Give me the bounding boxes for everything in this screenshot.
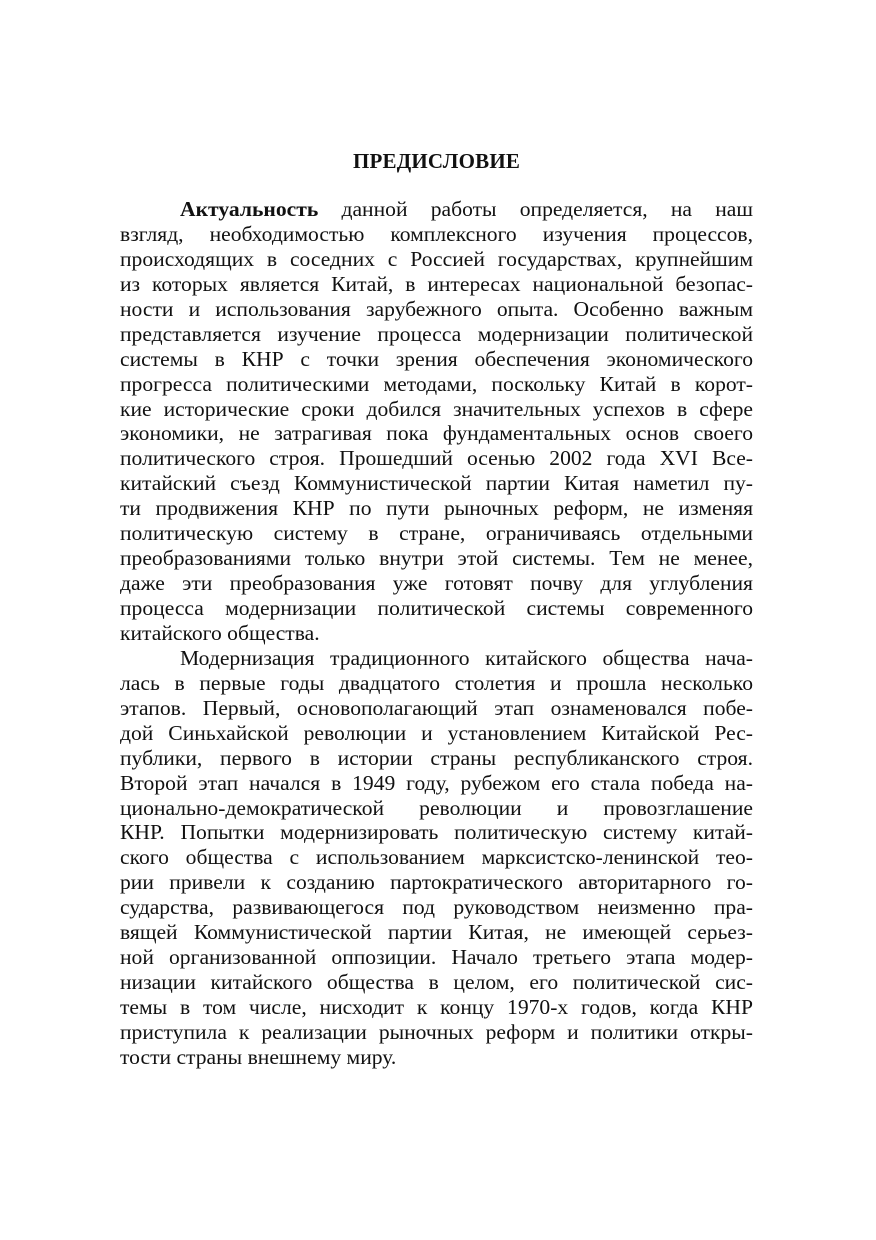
paragraph-line: ной организованной оппозиции. Начало третьего этапа модер- bbox=[120, 945, 753, 970]
paragraph-line: политическую систему в стране, ограничиваясь отдельными bbox=[120, 521, 753, 546]
paragraph-line: низации китайского общества в целом, его политической сис- bbox=[120, 970, 753, 995]
paragraph-line: взгляд, необходимостью комплексного изучения процессов, bbox=[120, 221, 753, 246]
body-text bbox=[120, 197, 753, 1070]
paragraph-2 bbox=[120, 646, 753, 1070]
paragraph-line: лась в первые годы двадцатого столетия и прошла несколько bbox=[120, 670, 753, 695]
paragraph-line: политического строя. Прошедший осенью 2002 года XVI Все- bbox=[120, 446, 753, 471]
paragraph-line: процесса модернизации политической системы современного bbox=[120, 596, 753, 620]
paragraph-line: ности и использования зарубежного опыта. Особенно важным bbox=[120, 296, 753, 321]
paragraph-line: дой Синьхайской революции и установлением Китайской Рес- bbox=[120, 720, 753, 745]
page-title: ПРЕДИСЛОВИЕ bbox=[352, 149, 521, 173]
paragraph-line: КНР. Попытки модернизировать политическую систему китай- bbox=[120, 820, 753, 845]
paragraph-line: ционально-демократической революции и провозглашение bbox=[120, 795, 753, 820]
paragraph-line: темы в том числе, нисходит к концу 1970-х годов, когда КНР bbox=[120, 995, 753, 1019]
paragraph-line: китайского общества. bbox=[120, 620, 320, 645]
paragraph-line-text: данной работы определяется, на наш bbox=[318, 197, 753, 221]
paragraph-line: ского общества с использованием марксистско-ленинской тео- bbox=[120, 845, 753, 870]
paragraph-line: тости страны внешнему миру. bbox=[120, 1044, 397, 1069]
paragraph-line: сударства, развивающегося под руководством неизменно пра- bbox=[120, 895, 753, 920]
paragraph-line: этапов. Первый, основополагающий этап ознаменовался побе- bbox=[120, 695, 753, 720]
paragraph-line: из которых является Китай, в интересах национальной безопас- bbox=[120, 271, 753, 296]
paragraph-line: экономики, не затрагивая пока фундаментальных основ своего bbox=[120, 421, 753, 446]
paragraph-line: системы в КНР с точки зрения обеспечения экономического bbox=[120, 346, 753, 371]
paragraph-line: даже эти преобразования уже готовят почву для углубления bbox=[120, 571, 753, 596]
paragraph-line: китайский съезд Коммунистической партии Китая наметил пу- bbox=[120, 471, 753, 496]
paragraph-line: прогресса политическими методами, поскольку Китай в корот- bbox=[120, 371, 753, 396]
paragraph-1 bbox=[120, 197, 753, 646]
paragraph-line: Второй этап начался в 1949 году, рубежом его стала победа на- bbox=[120, 770, 753, 795]
paragraph-line: кие исторические сроки добился значительных успехов в сфере bbox=[120, 396, 753, 421]
paragraph-line: рии привели к созданию партократического авторитарного го- bbox=[120, 870, 753, 895]
paragraph-line: приступила к реализации рыночных реформ и политики откры- bbox=[120, 1019, 753, 1044]
paragraph-line: ти продвижения КНР по пути рыночных реформ, не изменяя bbox=[120, 496, 753, 521]
paragraph-line: преобразованиями только внутри этой системы. Тем не менее, bbox=[120, 546, 753, 571]
paragraph-line: вящей Коммунистической партии Китая, не имеющей серьез- bbox=[120, 920, 753, 945]
paragraph-line: происходящих в соседних с Россией государствах, крупнейшим bbox=[120, 246, 753, 271]
paragraph-line: представляется изучение процесса модернизации политической bbox=[120, 321, 753, 346]
paragraph-line: публики, первого в истории страны республиканского строя. bbox=[120, 745, 753, 770]
paragraph-line bbox=[120, 197, 753, 222]
bold-lead-word: Актуальность bbox=[180, 197, 319, 221]
paragraph-line: Модернизация традиционного китайского общества нача- bbox=[180, 645, 753, 670]
